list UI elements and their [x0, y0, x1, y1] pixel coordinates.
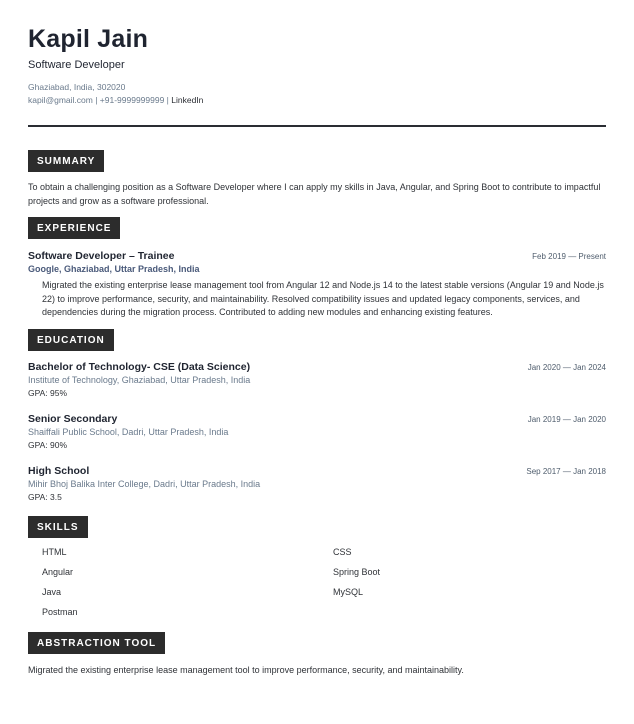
gpa-text: GPA: 3.5	[28, 491, 62, 502]
experience-section	[28, 217, 606, 320]
job-title: Software Developer – Trainee	[28, 250, 175, 262]
contact-line	[28, 94, 606, 107]
summary-heading: SUMMARY	[28, 150, 104, 172]
experience-heading: EXPERIENCE	[28, 217, 120, 239]
abstraction-heading: ABSTRACTION TOOL	[28, 632, 165, 654]
job-company: Google, Ghaziabad, Uttar Pradesh, India	[28, 264, 200, 274]
institution-name: Institute of Technology, Ghaziabad, Uttar Pradesh, India	[28, 374, 251, 385]
job-date: Feb 2019 — Present	[532, 252, 606, 261]
skill-item: CSS	[333, 546, 352, 557]
summary-text: To obtain a challenging position as a Software Developer where I can apply my skills in Java, Angular, and Spring Boot to contribute to impactful projects and grow as a software professional.	[28, 182, 601, 206]
degree-title: Bachelor of Technology- CSE (Data Science)	[28, 360, 251, 373]
gpa-text: GPA: 95%	[28, 387, 68, 398]
degree-date: Jan 2019 — Jan 2020	[527, 414, 606, 424]
degree-date: Jan 2020 — Jan 2024	[527, 362, 606, 372]
contact-info	[28, 81, 606, 107]
skill-item: MySQL	[333, 586, 364, 597]
degree-title: Senior Secondary	[28, 412, 118, 425]
entry-header	[28, 360, 606, 374]
resume-header	[28, 24, 606, 107]
education-section	[28, 329, 606, 504]
skills-list	[28, 542, 606, 622]
resume-page	[28, 24, 606, 677]
gpa-text: GPA: 90%	[28, 439, 68, 450]
skills-section	[28, 516, 606, 622]
separator: |	[164, 95, 172, 105]
institution-name: Mihir Bhoj Balika Inter College, Dadri, Uttar Pradesh, India	[28, 478, 261, 489]
summary-section	[28, 150, 606, 208]
degree-title: High School	[28, 464, 90, 477]
entry-header	[28, 249, 606, 263]
phone-text: +91-9999999999	[99, 95, 165, 105]
skill-item: Java	[42, 586, 62, 597]
skills-heading: SKILLS	[28, 516, 88, 538]
education-entry	[28, 412, 606, 452]
abstraction-section	[28, 632, 606, 677]
skill-item: Spring Boot	[333, 566, 381, 577]
skill-item: Angular	[42, 566, 74, 577]
candidate-role: Software Developer	[28, 59, 125, 71]
education-heading: EDUCATION	[28, 329, 114, 351]
location-text: Ghaziabad, India, 302020	[28, 82, 126, 92]
entry-header	[28, 464, 606, 478]
education-entry	[28, 464, 606, 504]
skill-item: HTML	[42, 546, 67, 557]
skill-item: Postman	[42, 606, 78, 617]
linkedin-link[interactable]: LinkedIn	[171, 95, 204, 105]
header-divider	[28, 125, 606, 127]
email-text: kapil@gmail.com	[28, 95, 93, 105]
institution-name: Shaiffali Public School, Dadri, Uttar Pradesh, India	[28, 426, 229, 437]
separator: |	[92, 95, 100, 105]
experience-entry	[28, 249, 606, 320]
job-description: Migrated the existing enterprise lease management tool from Angular 12 and Node.js 14 to the latest stable versions (Angular 19 and Node.js 22) to improve performance, security, and maintainability. Resolved compatibility issues and updated legacy components, services, and dependencies during the migration process. Contributed to adding new modules and enhancing existing features.	[42, 280, 604, 317]
abstraction-text: Migrated the existing enterprise lease management tool to improve performance, security, and maintainability.	[28, 664, 464, 675]
candidate-name: Kapil Jain	[28, 25, 149, 53]
entry-header	[28, 412, 606, 426]
degree-date: Sep 2017 — Jan 2018	[526, 466, 606, 476]
education-entry	[28, 360, 606, 400]
